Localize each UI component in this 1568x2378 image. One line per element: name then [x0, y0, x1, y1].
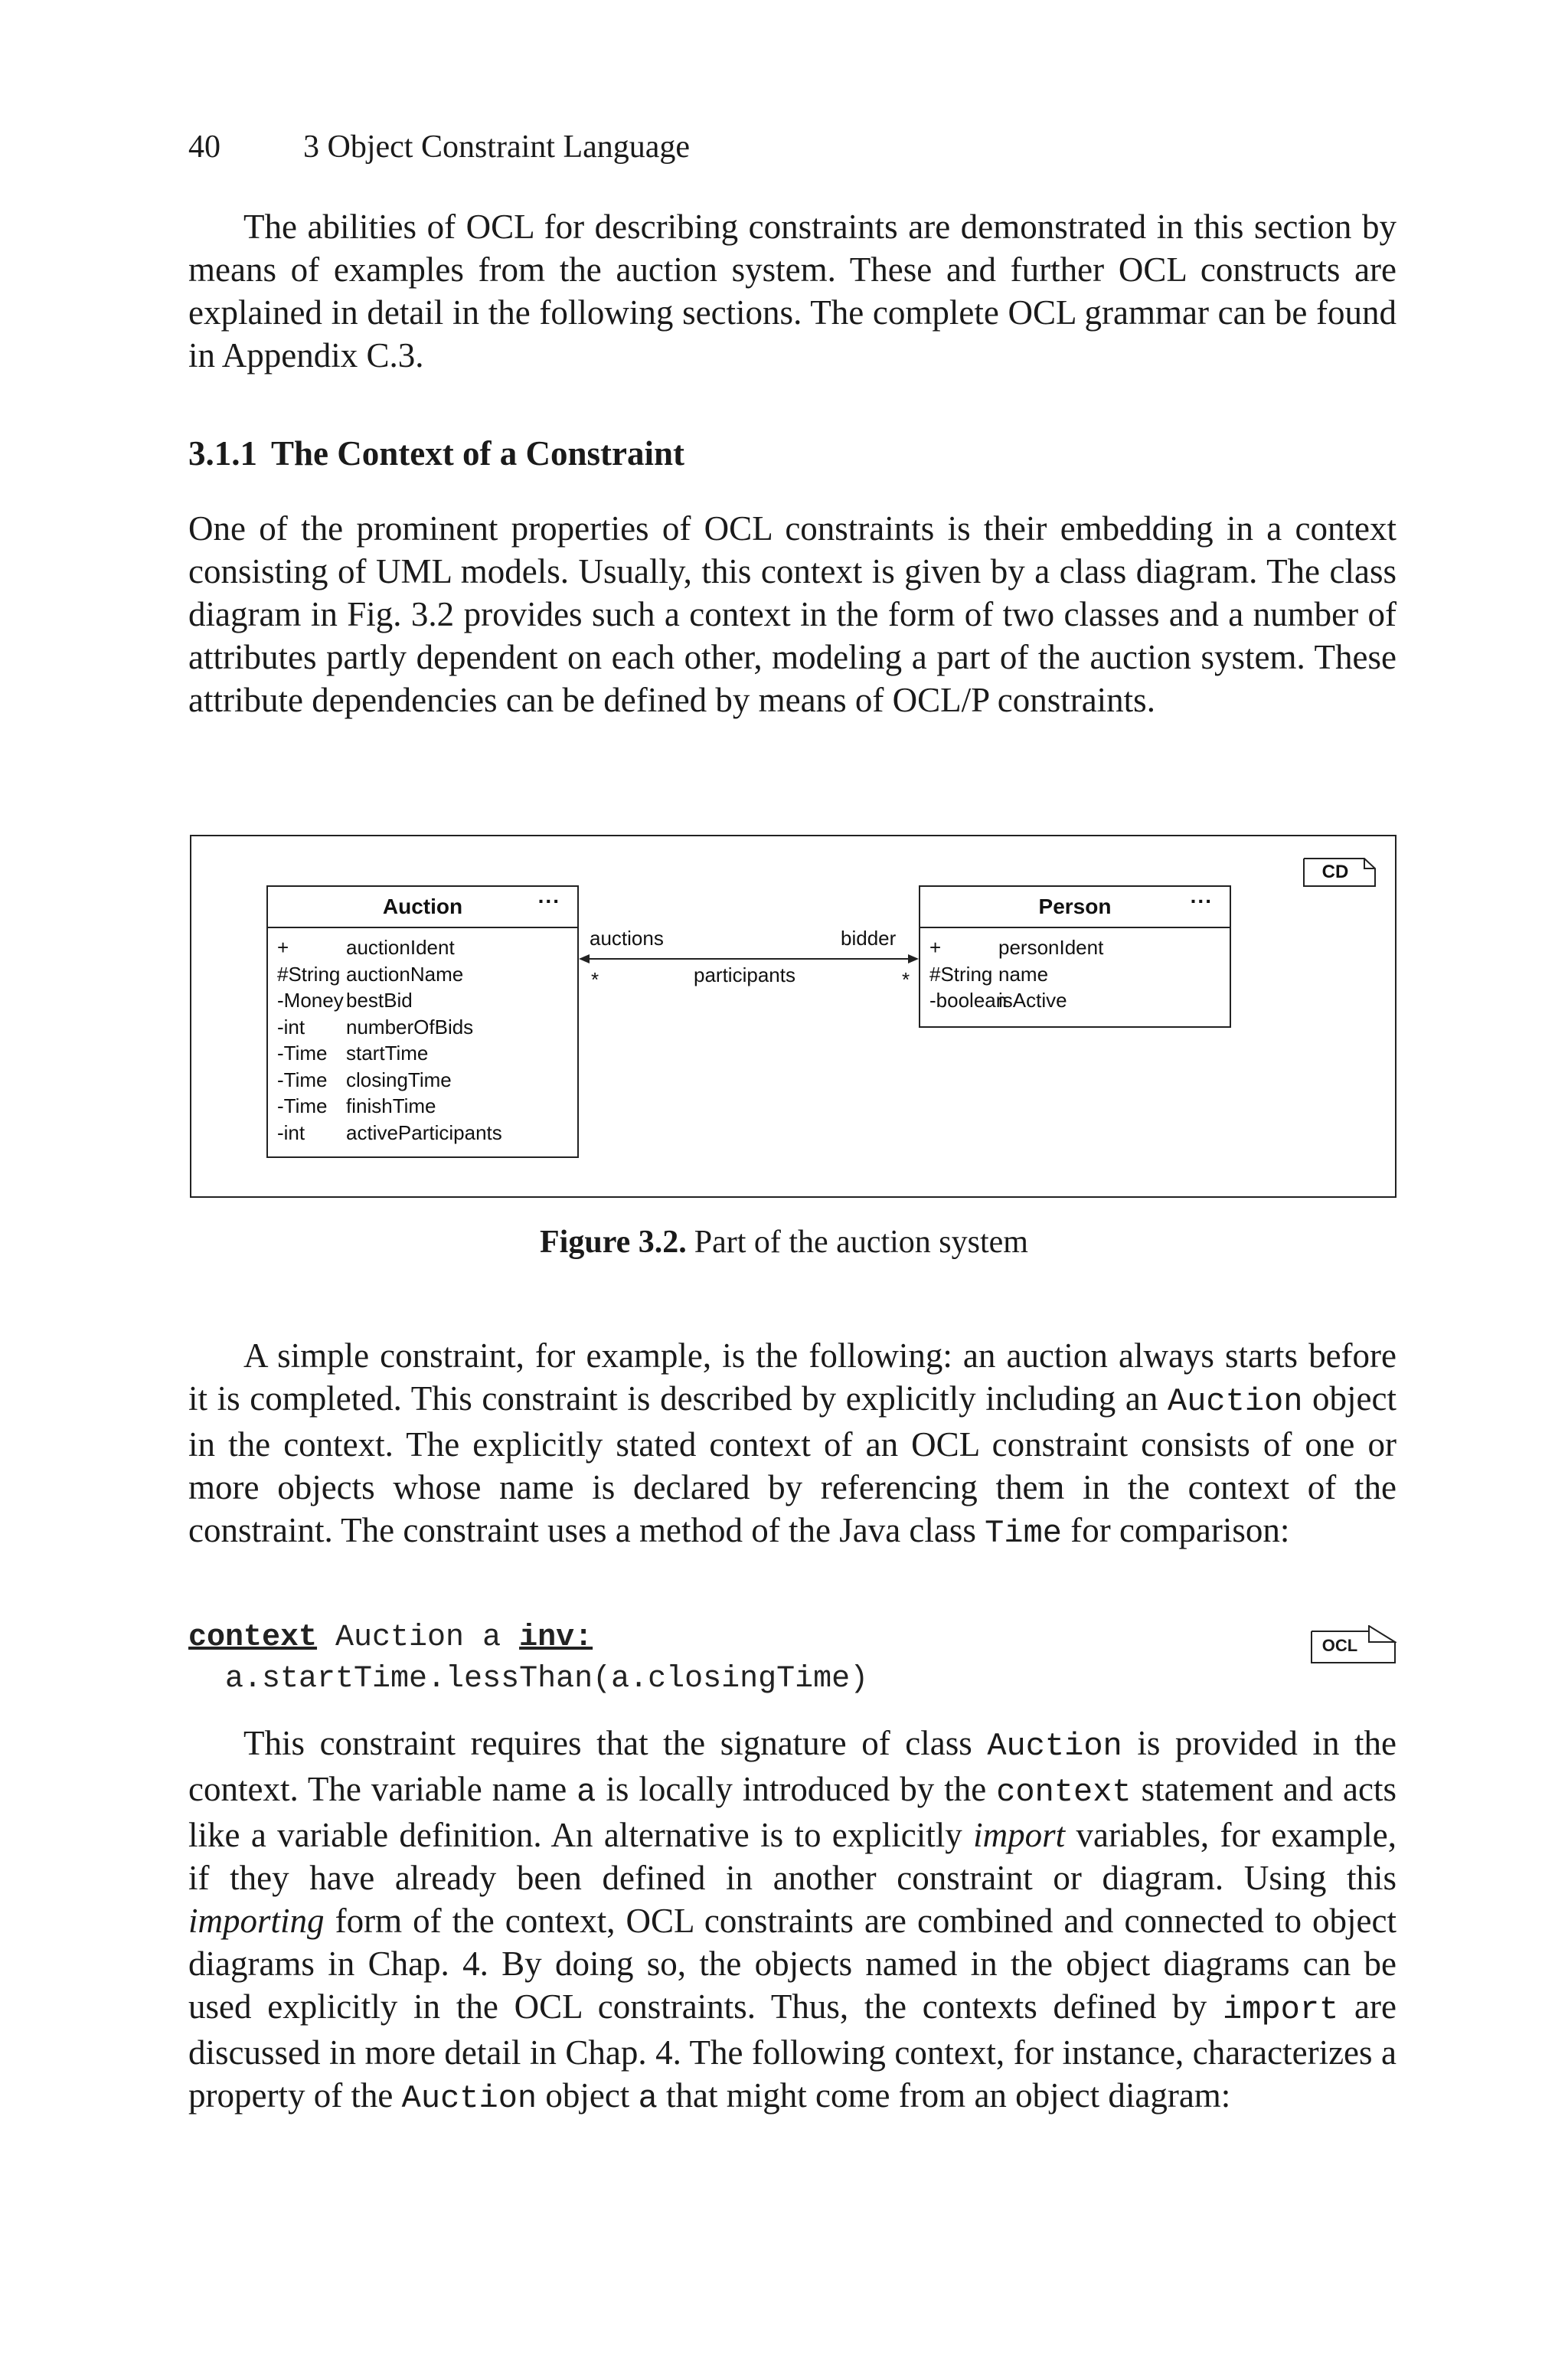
person-class-header	[920, 884, 1230, 928]
ocl-tag-label: OCL	[1321, 1636, 1358, 1655]
intro-block	[188, 205, 1396, 377]
para4-code-auction-2: Auction	[401, 2080, 537, 2117]
attribute-name: bestBid	[346, 989, 413, 1012]
para4-code-a-2: a	[638, 2080, 658, 2117]
para4-code-import: import	[1223, 1991, 1339, 2028]
para4-italic-import: import	[973, 1816, 1066, 1854]
para3-text-1: A simple constraint, for example, is the following: an auction always starts before it is completed. This constraint is described by explicitly including an	[188, 1336, 1396, 1418]
para3-block	[188, 1334, 1396, 1555]
attribute-name: auctionIdent	[346, 936, 455, 959]
code-declaration: Auction a	[317, 1621, 520, 1655]
attribute-type: -int	[277, 1015, 305, 1039]
attribute-name: finishTime	[346, 1094, 436, 1117]
assoc-right-mult: *	[902, 968, 910, 991]
para4-code-context: context	[996, 1774, 1132, 1810]
para4-text-3: is locally introduced by the	[596, 1770, 997, 1808]
attribute-name: activeParticipants	[346, 1120, 502, 1144]
section-paragraph: One of the prominent properties of OCL constraints is their embedding in a context consisting of UML models. Usually, this context is given by a class diagram. The class diagram in Fig. 3.2 provides such a context in the form of two classes and a number of attributes partly dependent on each other, modeling a part of the auction system. These attribute dependencies can be defined by means of OCL/P constraints.	[188, 509, 1396, 719]
section-heading	[188, 433, 684, 473]
attribute-type: -boolean	[929, 989, 1008, 1012]
code-keyword-context: context	[188, 1621, 318, 1655]
attribute-row	[929, 961, 1230, 988]
assoc-name: participants	[694, 963, 795, 986]
attribute-row	[277, 1040, 577, 1067]
right-arrowhead	[908, 954, 919, 963]
attribute-row	[277, 1067, 577, 1094]
para3-code-time: Time	[985, 1515, 1062, 1552]
section-block	[188, 507, 1396, 721]
para3-text-3: for comparison:	[1061, 1511, 1290, 1549]
attribute-row	[277, 1014, 577, 1041]
class-diagram-figure	[190, 835, 1396, 1198]
ocl-code-listing	[188, 1617, 868, 1700]
attribute-name: isActive	[998, 989, 1067, 1012]
auction-ellipsis: ...	[537, 884, 560, 908]
para3-code-auction: Auction	[1168, 1383, 1303, 1420]
attribute-row	[277, 934, 577, 961]
attribute-name: numberOfBids	[346, 1015, 474, 1039]
attribute-type: +	[277, 936, 289, 959]
attribute-name: closingTime	[346, 1068, 452, 1091]
para3-text-2: object in the context. The explicitly stated context of an OCL constraint consists of one or more objects whose name is declared by referencing them in the context of the constraint. The constraint uses a method of the Java class	[188, 1379, 1397, 1549]
cd-tag-label: CD	[1321, 862, 1349, 882]
intro-paragraph: The abilities of OCL for describing constraints are demonstrated in this section by means of examples from the auction system. These and further OCL constructs are explained in detail in the following sections. The complete OCL grammar can be found in Appendix C.3.	[188, 208, 1396, 375]
para4	[188, 1722, 1396, 2120]
attribute-type: -Time	[277, 1042, 328, 1065]
auction-class-name: Auction	[382, 895, 463, 918]
auction-class	[266, 885, 579, 1158]
person-class	[919, 885, 1231, 1028]
page-number: 40	[188, 129, 220, 165]
para4-text-4: statement and acts like a variable definition. An alternative is to explicitly	[188, 1770, 1396, 1854]
para4-text-5: variables, for example, if they have already been defined in another constraint or diagram. Using this	[188, 1816, 1396, 1897]
para4-block	[188, 1722, 1396, 2120]
para4-code-auction: Auction	[987, 1728, 1122, 1765]
assoc-right-role: bidder	[841, 927, 897, 950]
attribute-type: +	[929, 936, 942, 959]
code-body: a.startTime.lessThan(a.closingTime)	[188, 1662, 869, 1696]
attribute-row	[277, 1120, 577, 1146]
caption-text: Part of the auction system	[694, 1225, 1028, 1260]
attribute-type: -Time	[277, 1094, 328, 1117]
attribute-name: personIdent	[998, 936, 1104, 959]
attribute-row	[277, 1093, 577, 1120]
attribute-name: startTime	[346, 1042, 429, 1065]
section-title: The Context of a Constraint	[271, 434, 684, 473]
attribute-type: -Money	[277, 989, 344, 1012]
para4-text-9: that might come from an object diagram:	[657, 2076, 1231, 2115]
attribute-name: auctionName	[346, 962, 464, 986]
assoc-left-mult: *	[591, 968, 599, 991]
person-class-name: Person	[1038, 895, 1112, 918]
person-ellipsis: ...	[1190, 884, 1213, 908]
para4-text-8: object	[537, 2076, 639, 2115]
attribute-row	[929, 987, 1230, 1014]
assoc-left-role: auctions	[590, 927, 664, 950]
attribute-type: #String	[929, 962, 993, 986]
para4-italic-importing: importing	[188, 1902, 325, 1940]
attribute-row	[277, 961, 577, 988]
attribute-type: -Time	[277, 1068, 328, 1091]
para4-text-1: This constraint requires that the signature of class	[243, 1724, 988, 1762]
section-number: 3.1.1	[188, 434, 257, 473]
running-header	[188, 129, 690, 165]
para4-text-2: is provided in the context. The variable name	[188, 1724, 1396, 1808]
left-arrowhead	[579, 954, 590, 963]
code-keyword-inv: inv:	[519, 1621, 593, 1655]
auction-attributes	[268, 928, 577, 1146]
attribute-row	[277, 987, 577, 1014]
chapter-title: 3 Object Constraint Language	[303, 129, 691, 165]
figure-caption	[0, 1224, 1568, 1261]
attribute-type: -int	[277, 1120, 305, 1144]
para4-text-7: are discussed in more detail in Chap. 4. The following context, for instance, characterizes a property of the	[188, 1987, 1396, 2115]
attribute-type: #String	[277, 962, 341, 986]
para4-text-6: form of the context, OCL constraints are combined and connected to object diagrams in Chap. 4. By doing so, the objects named in the object diagrams can be used explicitly in the OCL constraints. Thus, the contexts defined by	[188, 1902, 1396, 2026]
para3	[188, 1334, 1396, 1555]
attribute-row	[929, 934, 1230, 961]
ocl-tag	[1311, 1625, 1396, 1663]
caption-label: Figure 3.2.	[540, 1225, 687, 1260]
para4-code-a: a	[577, 1774, 596, 1810]
auction-class-header	[268, 884, 577, 928]
person-attributes	[920, 928, 1230, 1014]
attribute-name: name	[998, 962, 1049, 986]
